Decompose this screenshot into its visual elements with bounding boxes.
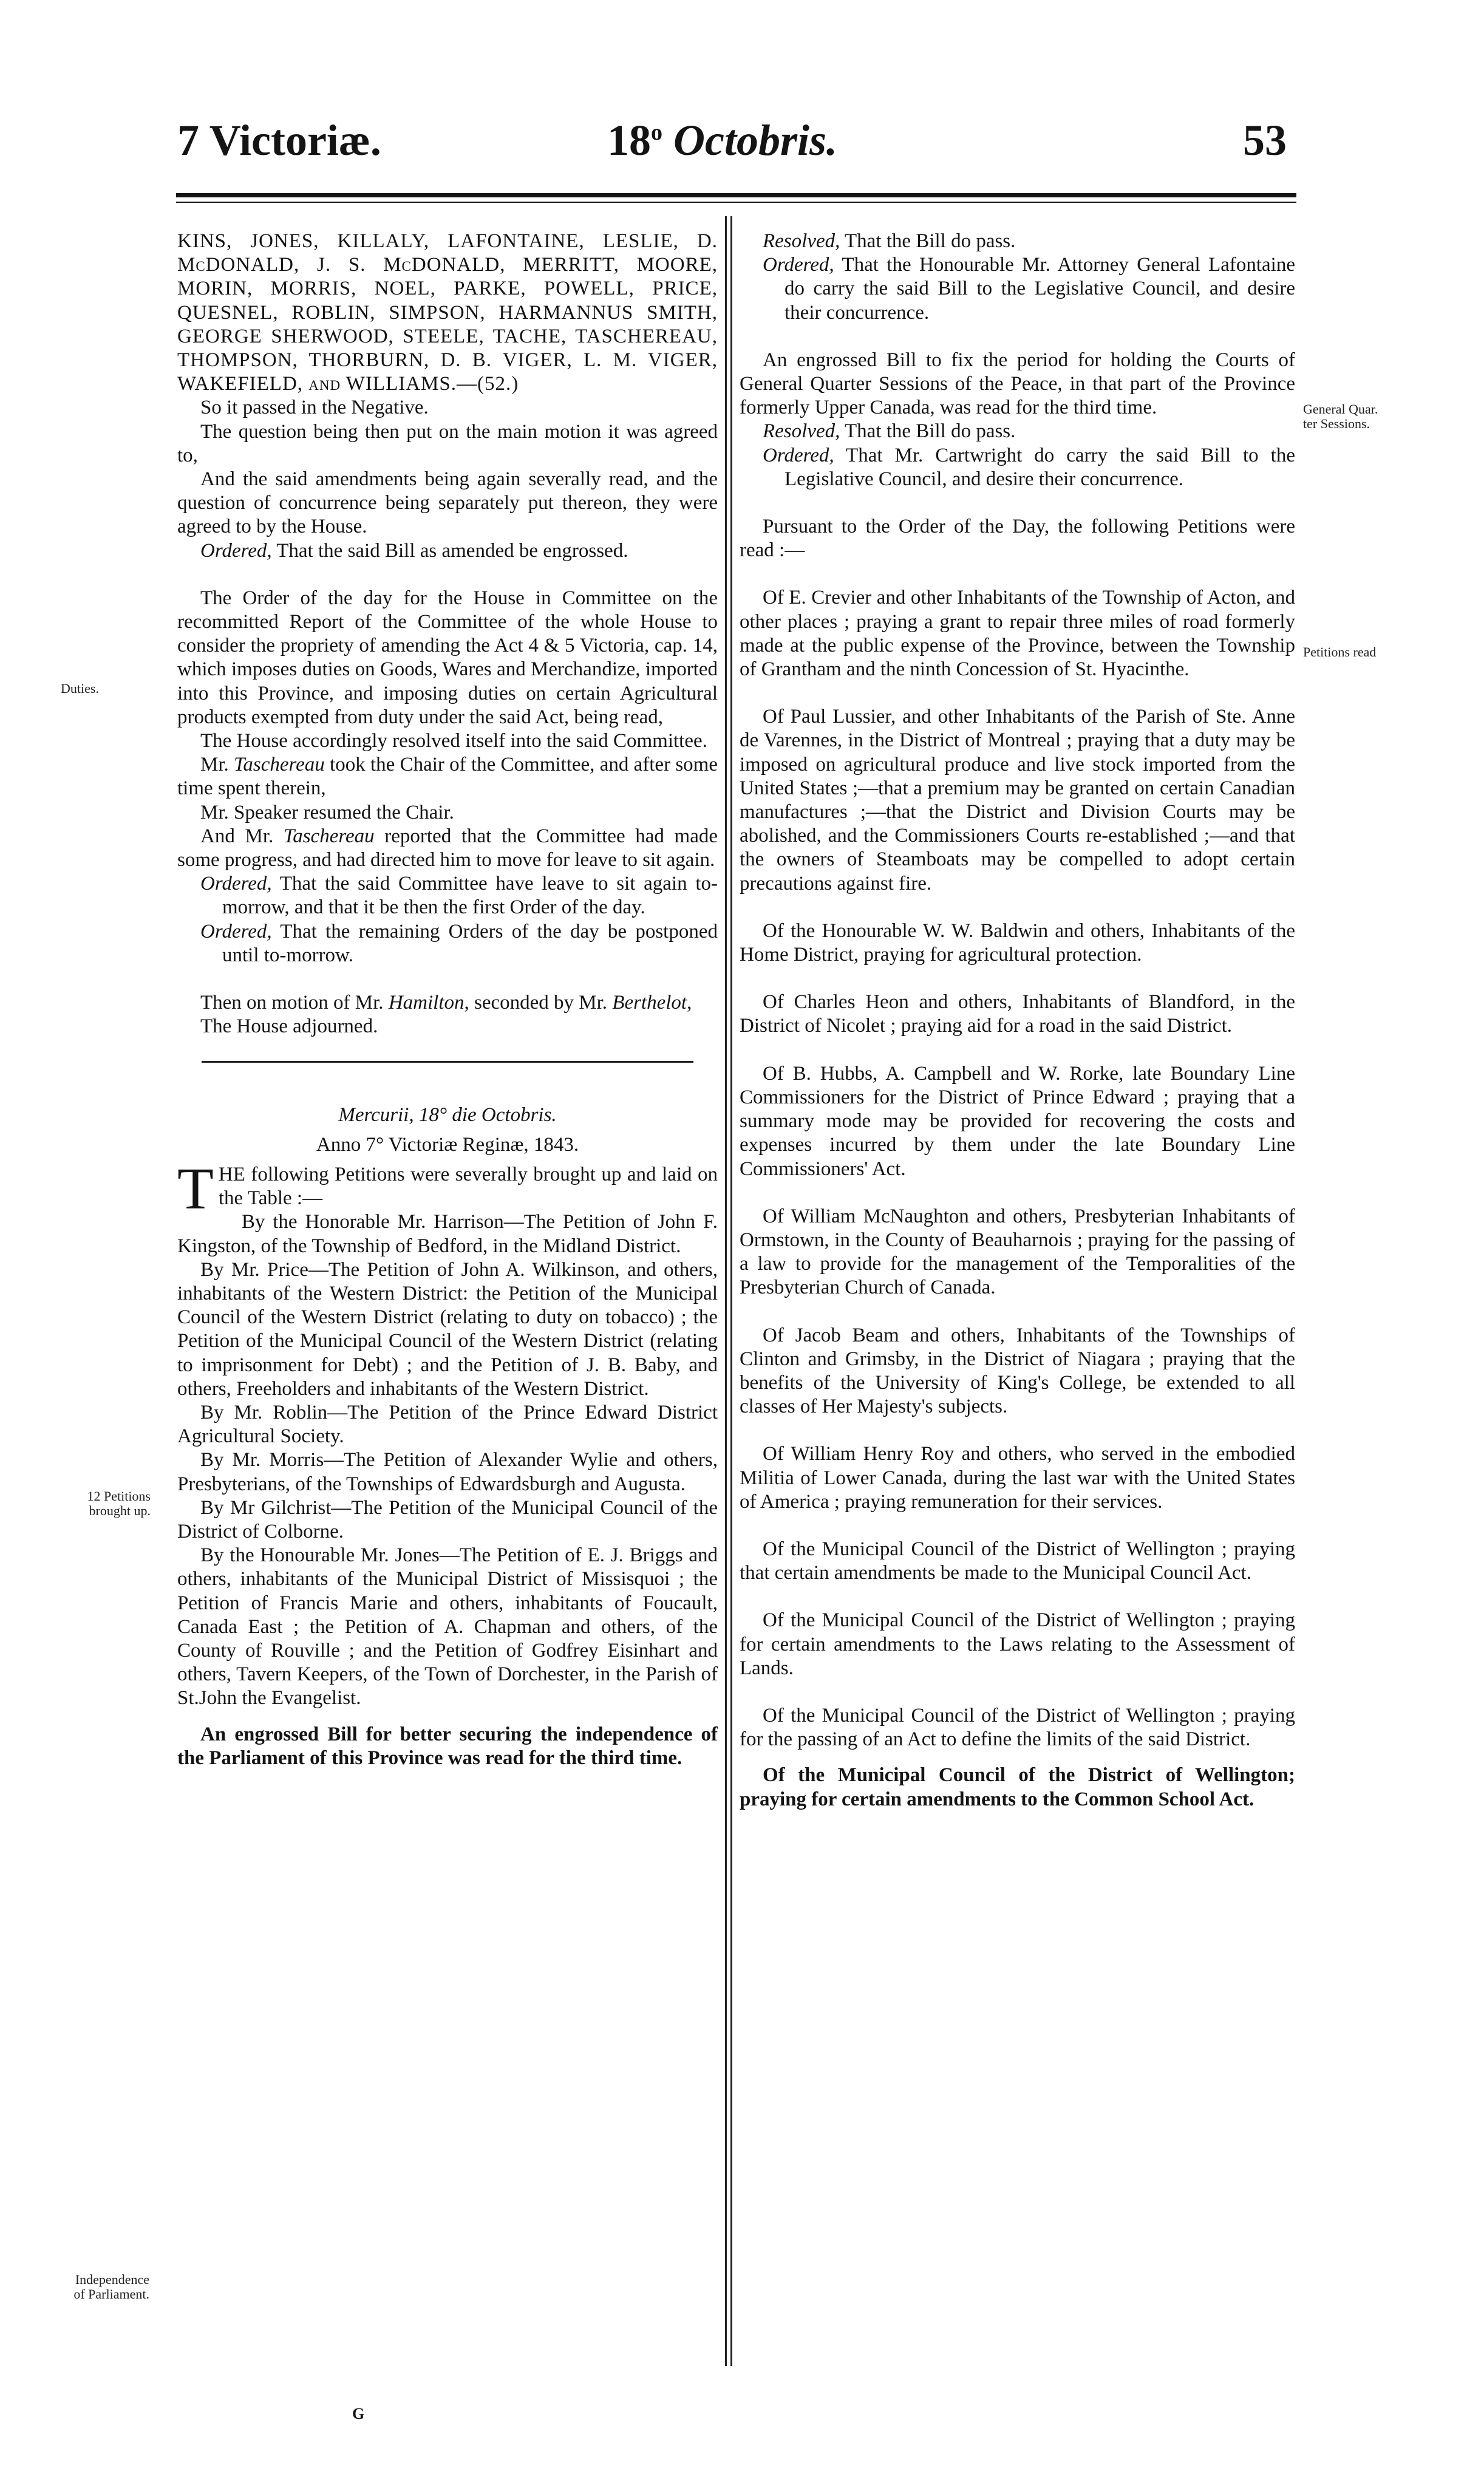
petition-baldwin: Of the Honourable W. W. Baldwin and others, Inhabitants of the Home District, praying for agricultural protection. [740, 919, 1295, 966]
ordered-text: That Mr. Cartwright do carry the said Bill to the Legislative Council, and desire their concurrence. [785, 444, 1295, 490]
petition-price: By Mr. Price—The Petition of John A. Wilkinson, and others, inhabitants of the Western District: the Petition of the Municipal Council of the Western District (relating to duty on tobacco) ; the Petition of the Municipal Council of the Western District (relating to imprisonment for Debt) ; and the Petition of J. B. Baby, and others, Freeholders and inhabitants of the Western District. [177, 1258, 718, 1400]
page-header [0, 115, 1484, 176]
general-quarter-bill: An engrossed Bill to fix the period for holding the Courts of General Quarter Sessions of the Peace, in that part of the Province formerly Upper Canada, was read for the third time. [740, 349, 1295, 419]
ordered-label: Ordered, [200, 539, 272, 562]
margin-note-line: 12 Petitions [87, 1488, 151, 1504]
header-rule-thin [176, 202, 1296, 203]
text-run: , seconded by Mr. [464, 992, 613, 1014]
margin-note-line: of Parliament. [73, 2286, 149, 2302]
signature-mark: G [352, 2405, 365, 2422]
margin-note-petitions-read: Petitions read [1303, 644, 1377, 660]
right-column [740, 230, 1295, 1812]
speaker-resumed: Mr. Speaker resumed the Chair. [200, 801, 454, 823]
petition-mcnaughton: Of William McNaughton and others, Presbyterian Inhabitants of Ormstown, in the County of Beauharnois ; praying for the passing of a law to provide for the management of the Temporalities of the Presbyterian Church of Canada. [740, 1205, 1295, 1299]
text-run: reported that the Committee had made some progress, and had directed him to move for leave to sit again. [177, 825, 718, 871]
house-adjourned: The House adjourned. [200, 1015, 378, 1038]
petition-wellington-2: Of the Municipal Council of the District of Wellington ; praying for certain amendments to the Laws relating to the Assessment of Lands. [740, 1609, 1295, 1679]
main-motion: The question being then put on the main motion it was agreed to, [177, 420, 718, 466]
ordered-label: Ordered, [200, 920, 272, 943]
date-superscript: o [651, 120, 662, 145]
resolved-pass [740, 230, 1295, 253]
margin-note-petitions-brought [38, 1489, 151, 1518]
margin-note-line: General Quar. [1303, 401, 1378, 417]
date-day: 18 [607, 116, 651, 165]
petition-roblin: By Mr. Roblin—The Petition of the Prince Edward District Agricultural Society. [177, 1401, 718, 1448]
margin-note-line: ter Sessions. [1303, 416, 1370, 431]
resolved-pass-2 [740, 420, 1295, 443]
chair-taken [177, 753, 718, 800]
petition-wellington-1: Of the Municipal Council of the District of Wellington ; praying that certain amendments be made to the Municipal Council Act. [740, 1538, 1295, 1584]
resolved-text: That the Bill do pass. [840, 420, 1016, 443]
left-column [177, 230, 718, 1770]
ordered-text: That the said Bill as amended be engrossed. [271, 539, 628, 562]
anno-line: Anno 7° Victoriæ Reginæ, 1843. [316, 1133, 579, 1156]
ordered-text: That the said Committee have leave to sit again to-morrow, and that it be then the first Order of the day. [222, 873, 718, 919]
margin-note-independence [30, 2272, 149, 2302]
name-hamilton: Hamilton [388, 992, 465, 1014]
sitting-date-text: Mercurii, 18° die Octobris. [338, 1103, 557, 1126]
petition-lussier: Of Paul Lussier, and other Inhabitants of the Parish of Ste. Anne de Varennes, in the District of Montreal ; praying that a duty may be imposed on agricultural produce and live stock imported from the United States ;—that a premium may be granted on certain Canadian manufactures ;—that the District and Division Courts may be abolished, and the Commissioners Courts re-established ;—and that the owners of Steamboats may be compelled to adopt certain precautions against fire. [740, 706, 1295, 895]
ordered-text: That the remaining Orders of the day be postponed until to-morrow. [222, 920, 718, 966]
petitions-intro-text: HE following Petitions were severally brought up and laid on the Table :— [218, 1163, 718, 1210]
ordered-label: Ordered, [763, 444, 834, 466]
text-run: Mr. [200, 754, 234, 776]
sitting-date [177, 1103, 718, 1127]
ordered-cartwright [740, 444, 1295, 491]
petition-harrison: By the Honorable Mr. Harrison—The Petition of John F. Kingston, of the Township of Bedford, in the Midland District. [177, 1211, 718, 1257]
text-run: , [687, 992, 692, 1014]
text-run: took the Chair of the Committee, and after some time spent therein, [177, 754, 718, 800]
page-number: 53 [1243, 116, 1287, 165]
margin-note-general-quarter [1303, 402, 1378, 431]
house-resolved: The House accordingly resolved itself into the said Committee. [200, 730, 707, 752]
petition-morris: By Mr. Morris—The Petition of Alexander Wylie and others, Presbyterians, of the Townships of Edwardsburgh and Augusta. [177, 1449, 718, 1495]
adjournment-motion [177, 991, 718, 1015]
petition-wellington-4: Of the Municipal Council of the District of Wellington; praying for certain amendments to the Common School Act. [740, 1764, 1295, 1810]
division-names-list: KINS, JONES, KILLALY, LAFONTAINE, LESLIE, D. McDONALD, J. S. McDONALD, MERRITT, MOORE, MORIN, MORRIS, NOEL, PARKE, POWELL, PRICE, QUESNEL, ROBLIN, SIMPSON, HARMANNUS SMITH, GEORGE SHERWOOD, STEELE, TACHE, TASCHEREAU, THOMPSON, THORBURN, D. B. VIGER, L. M. VIGER, WAKEFIELD, and WILLIAMS.—(52.) [177, 230, 718, 395]
resolved-label: Resolved, [763, 420, 840, 443]
petition-hubbs: Of B. Hubbs, A. Campbell and W. Rorke, late Boundary Line Commissioners for the District of Prince Edward ; praying that a summary mode may be provided for recovering the costs and expenses incurred by them under the late Boundary Line Commissioners' Act. [740, 1062, 1295, 1180]
margin-note-line: Independence [75, 2272, 149, 2287]
margin-note-duties: Duties. [61, 681, 99, 696]
amendments-read: And the said amendments being again severally read, and the question of concurrence being separately put thereon, they were agreed to by the House. [177, 468, 718, 538]
ordered-lafontaine [740, 253, 1295, 325]
ordered-label: Ordered, [200, 873, 272, 895]
petition-gilchrist: By Mr Gilchrist—The Petition of the Municipal Council of the District of Colborne. [177, 1496, 718, 1542]
petition-roy: Of William Henry Roy and others, who served in the embodied Militia of Lower Canada, during the last war with the United States of America ; praying remuneration for their services. [740, 1443, 1295, 1513]
petition-crevier: Of E. Crevier and other Inhabitants of the Township of Acton, and other places ; praying a grant to repair three miles of road formerly made at the public expense of the Province, between the Township of Grantham and the ninth Concession of St. Hyacinthe. [740, 587, 1295, 681]
column-divider-left [725, 216, 727, 2366]
text-run: And Mr. [200, 825, 284, 847]
petition-jones: By the Honourable Mr. Jones—The Petition of E. J. Briggs and others, inhabitants of the Municipal District of Missisquoi ; the Petition of Francis Marie and others, inhabitants of Foucault, Canada East ; the Petition of A. Chapman and others, of the County of Rouville ; and the Petition of Godfrey Eisinhart and others, Tavern Keepers, of the Town of Dorchester, in the Parish of St.John the Evangelist. [177, 1544, 718, 1710]
resolved-text: That the Bill do pass. [840, 230, 1016, 252]
name-berthelot: Berthelot [612, 992, 687, 1014]
petitions-intro [177, 1156, 718, 1222]
ordered-sit-again [177, 872, 718, 919]
margin-note-line: brought up. [89, 1503, 151, 1518]
independence-bill: An engrossed Bill for better securing the independence of the Parliament of this Province was read for the third time. [177, 1723, 718, 1769]
pursuant-order: Pursuant to the Order of the Day, the following Petitions were read :— [740, 516, 1295, 562]
drop-capital: T [177, 1156, 214, 1222]
ordered-label: Ordered, [763, 254, 834, 276]
text-run: Then on motion of Mr. [200, 992, 389, 1014]
petition-beam: Of Jacob Beam and others, Inhabitants of the Townships of Clinton and Grimsby, in the District of Niagara ; praying that the benefits of the University of King's College, be extended to all classes of Her Majesty's subjects. [740, 1324, 1295, 1418]
ordered-engrossed [177, 539, 718, 563]
ordered-text: That the Honourable Mr. Attorney General Lafontaine do carry the said Bill to the Legislative Council, and desire their concurrence. [785, 254, 1295, 324]
petition-heon: Of Charles Heon and others, Inhabitants of Blandford, in the District of Nicolet ; praying aid for a road in the said District. [740, 991, 1295, 1037]
name-taschereau: Taschereau [283, 825, 375, 847]
petition-wellington-3: Of the Municipal Council of the District of Wellington ; praying for the passing of an Act to define the limits of the said District. [740, 1704, 1295, 1751]
ordered-postponed [177, 920, 718, 967]
column-divider-right [730, 216, 732, 2366]
name-taschereau: Taschereau [234, 754, 325, 776]
resolved-label: Resolved, [763, 230, 840, 252]
passed-negative: So it passed in the Negative. [200, 397, 429, 419]
date-month: Octobris. [673, 116, 837, 165]
session-date [607, 115, 837, 166]
duties-order: The Order of the day for the House in Committee on the recommitted Report of the Committee of the whole House to consider the propriety of amending the Act 4 & 5 Victoria, cap. 14, which imposes duties on Goods, Wares and Merchandize, imported into this Province, and imposing duties on certain Agricultural products exempted from duty under the said Act, being read, [177, 587, 718, 728]
regnal-year: 7 Victoriæ. [177, 116, 381, 165]
progress-reported [177, 825, 718, 872]
header-rule-thick [176, 193, 1296, 197]
